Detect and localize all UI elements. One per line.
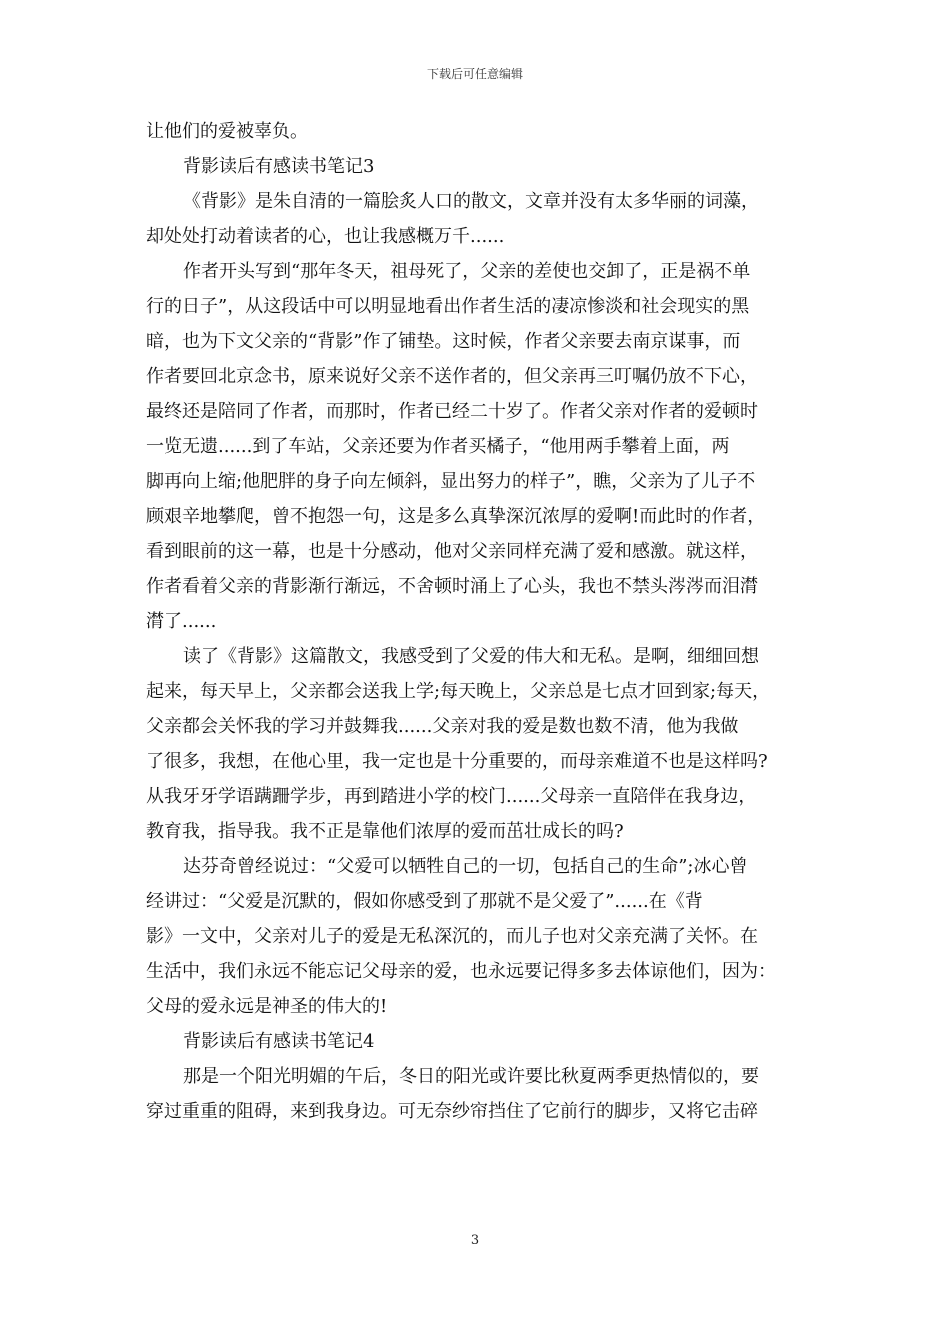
text-line: 作者要回北京念书，原来说好父亲不送作者的，但父亲再三叮嘱仍放不下心， [146,366,758,387]
text-line: 了很多，我想，在他心里，我一定也是十分重要的，而母亲难道不也是这样吗? [146,751,768,772]
section-heading: 背影读后有感读书笔记3 [183,156,375,177]
text-line: 经讲过：“父爱是沉默的，假如你感受到了那就不是父爱了”......在《背 [146,891,703,912]
text-line: 一览无遗......到了车站，父亲还要为作者买橘子，“他用两手攀着上面，两 [146,436,730,457]
text-line: 行的日子”，从这段话中可以明显地看出作者生活的凄凉惨淡和社会现实的黑 [146,296,750,317]
text-line: 作者看着父亲的背影渐行渐远，不舍顿时涌上了心头，我也不禁头涔涔而泪潸 [146,576,758,597]
text-line: 生活中，我们永远不能忘记父母亲的爱，也永远要记得多多去体谅他们，因为： [146,961,776,982]
text-line: 从我牙牙学语蹒跚学步，再到踏进小学的校门......父母亲一直陪伴在我身边， [146,786,757,807]
text-line: 顾艰辛地攀爬，曾不抱怨一句，这是多么真挚深沉浓厚的爱啊!而此时的作者， [146,506,766,527]
text-line: 那是一个阳光明媚的午后，冬日的阳光或许要比秋夏两季更热情似的，要 [183,1066,759,1087]
text-line: 潸了...... [146,611,217,632]
text-line: 父母的爱永远是神圣的伟大的! [146,996,388,1017]
text-line: 却处处打动着读者的心，也让我感概万千...... [146,226,505,247]
document-body [146,114,826,1129]
text-line: 影》一文中，父亲对儿子的爱是无私深沉的，而儿子也对父亲充满了关怀。在 [146,926,758,947]
page-header: 下载后可任意编辑 [426,67,523,81]
text-line: 作者开头写到“那年冬天，祖母死了，父亲的差使也交卸了，正是祸不单 [183,261,751,282]
text-line: 穿过重重的阻碍，来到我身边。可无奈纱帘挡住了它前行的脚步，又将它击碎 [146,1101,758,1122]
text-line: 最终还是陪同了作者，而那时，作者已经二十岁了。作者父亲对作者的爱顿时 [146,401,758,422]
text-line: 父亲都会关怀我的学习并鼓舞我......父亲对我的爱是数也数不清，他为我做 [146,716,739,737]
page-number: 3 [470,1233,480,1248]
text-line: 达芬奇曾经说过：“父爱可以牺牲自己的一切，包括自己的生命”;冰心曾 [183,856,748,877]
text-line: 起来，每天早上，父亲都会送我上学;每天晚上，父亲总是七点才回到家;每天， [146,681,771,702]
text-line: 《背影》是朱自清的一篇脍炙人口的散文，文章并没有太多华丽的词藻， [183,191,759,212]
text-line: 读了《背影》这篇散文，我感受到了父爱的伟大和无私。是啊，细细回想 [183,646,759,667]
text-line: 教育我，指导我。我不正是靠他们浓厚的爱而茁壮成长的吗? [146,821,624,842]
text-line: 让他们的爱被辜负。 [146,121,308,142]
text-line: 脚再向上缩;他肥胖的身子向左倾斜，显出努力的样子”，瞧，父亲为了儿子不 [146,471,756,492]
text-line: 暗，也为下文父亲的“背影”作了铺垫。这时候，作者父亲要去南京谋事，而 [146,331,741,352]
section-heading: 背影读后有感读书笔记4 [183,1031,375,1052]
text-line: 看到眼前的这一幕，也是十分感动，他对父亲同样充满了爱和感激。就这样， [146,541,758,562]
